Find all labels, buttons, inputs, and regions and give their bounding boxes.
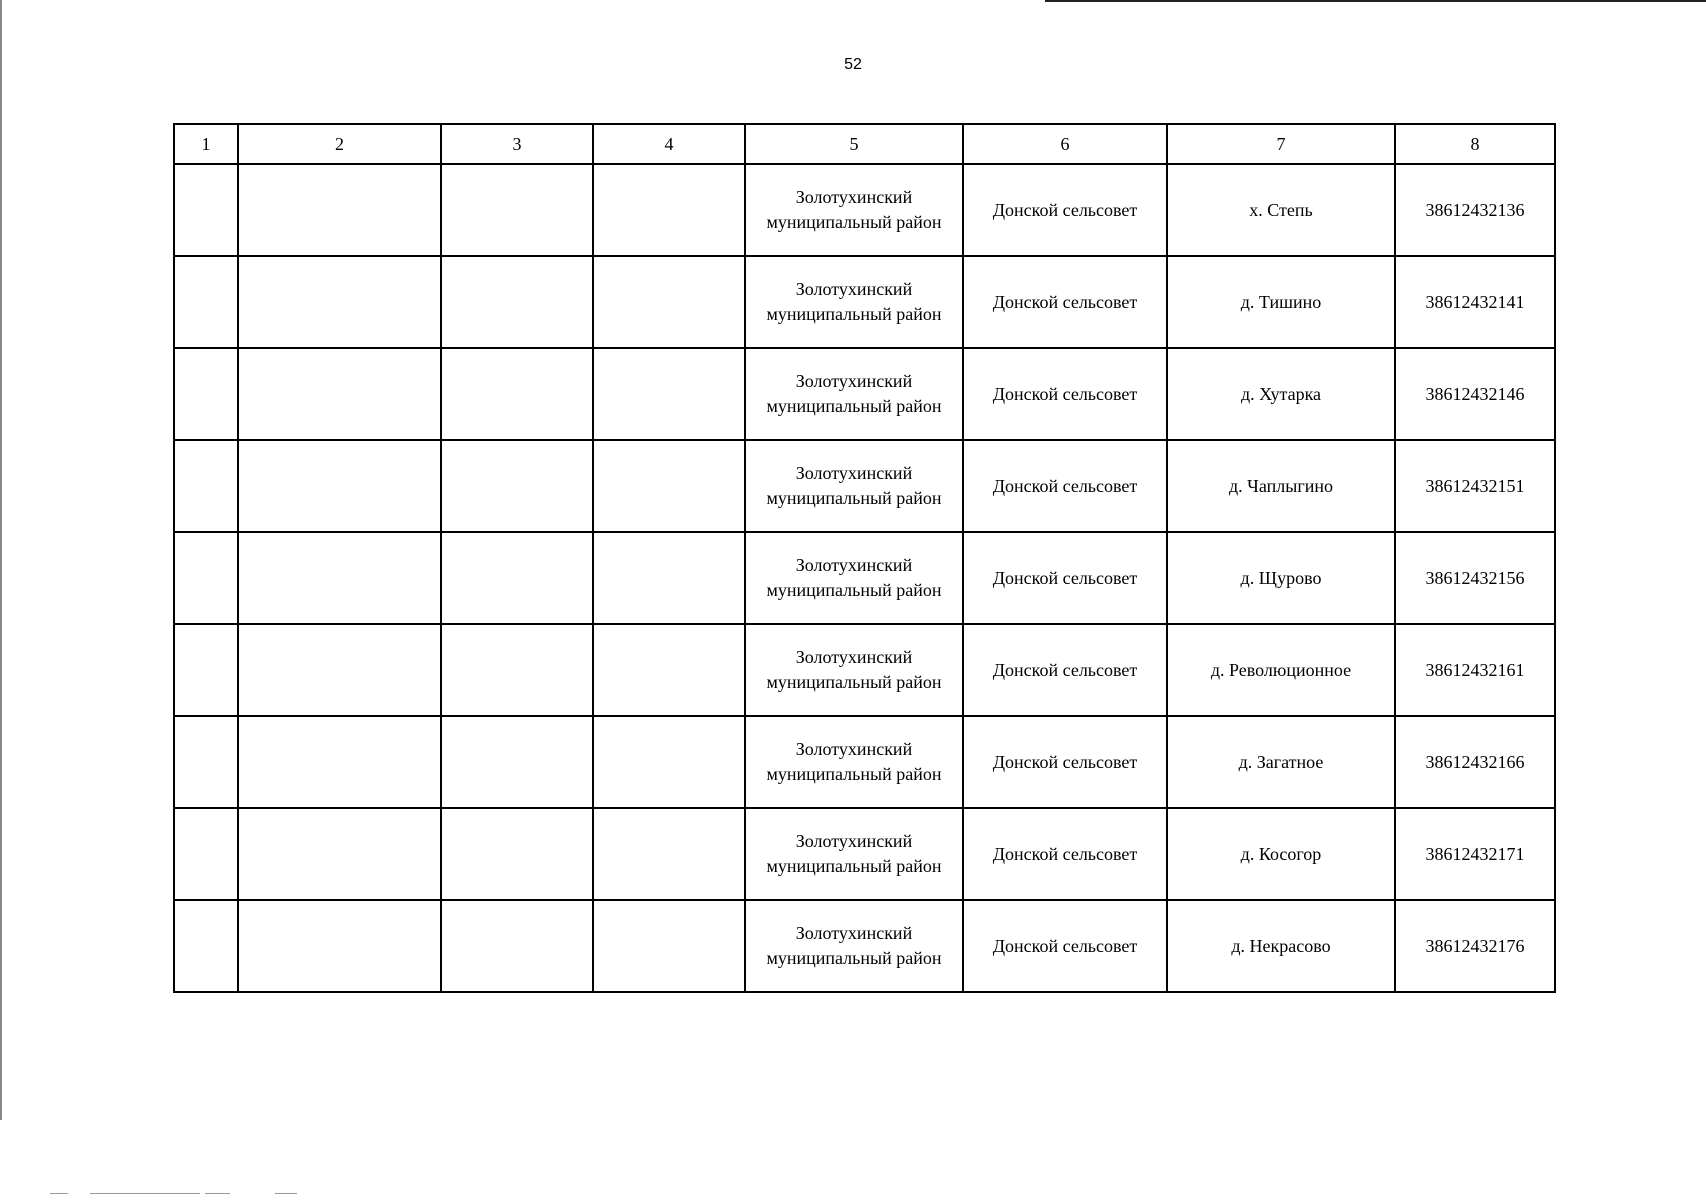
cell-settlement: Донской сельсовет — [963, 532, 1167, 624]
cell-oktmo-code: 38612432156 — [1395, 532, 1555, 624]
cell-locality: д. Революционное — [1167, 624, 1395, 716]
scan-edge-top — [1045, 0, 1706, 2]
table-row — [174, 164, 1555, 256]
cell-col2 — [238, 532, 441, 624]
cell-col2 — [238, 164, 441, 256]
cell-settlement: Донской сельсовет — [963, 624, 1167, 716]
column-header: 4 — [593, 124, 745, 164]
column-header: 2 — [238, 124, 441, 164]
cell-locality: д. Тишино — [1167, 256, 1395, 348]
cell-col3 — [441, 716, 593, 808]
table-row — [174, 716, 1555, 808]
cell-col2 — [238, 440, 441, 532]
cell-col4 — [593, 532, 745, 624]
cell-locality: д. Хутарка — [1167, 348, 1395, 440]
cell-col1 — [174, 348, 238, 440]
table-row — [174, 440, 1555, 532]
column-header: 6 — [963, 124, 1167, 164]
cell-col4 — [593, 164, 745, 256]
cell-col3 — [441, 900, 593, 992]
column-header: 3 — [441, 124, 593, 164]
cell-col1 — [174, 808, 238, 900]
column-header: 1 — [174, 124, 238, 164]
cell-settlement: Донской сельсовет — [963, 256, 1167, 348]
cell-col2 — [238, 624, 441, 716]
cell-col3 — [441, 532, 593, 624]
cell-locality: х. Степь — [1167, 164, 1395, 256]
cell-col2 — [238, 808, 441, 900]
cell-oktmo-code: 38612432171 — [1395, 808, 1555, 900]
cell-col3 — [441, 808, 593, 900]
cell-municipal-district: Золотухинский муниципальный район — [745, 900, 963, 992]
cell-col1 — [174, 900, 238, 992]
cell-col3 — [441, 348, 593, 440]
cell-oktmo-code: 38612432166 — [1395, 716, 1555, 808]
table-row — [174, 624, 1555, 716]
scan-artifacts-bottom — [50, 1193, 750, 1196]
cell-col4 — [593, 716, 745, 808]
column-header: 8 — [1395, 124, 1555, 164]
cell-municipal-district: Золотухинский муниципальный район — [745, 716, 963, 808]
cell-col1 — [174, 624, 238, 716]
cell-col2 — [238, 716, 441, 808]
cell-col3 — [441, 164, 593, 256]
page-number: 52 — [844, 56, 862, 73]
table-row — [174, 532, 1555, 624]
cell-locality: д. Щурово — [1167, 532, 1395, 624]
cell-col4 — [593, 808, 745, 900]
cell-municipal-district: Золотухинский муниципальный район — [745, 624, 963, 716]
cell-municipal-district: Золотухинский муниципальный район — [745, 164, 963, 256]
cell-settlement: Донской сельсовет — [963, 900, 1167, 992]
cell-municipal-district: Золотухинский муниципальный район — [745, 440, 963, 532]
cell-col3 — [441, 440, 593, 532]
cell-col4 — [593, 256, 745, 348]
cell-municipal-district: Золотухинский муниципальный район — [745, 256, 963, 348]
cell-locality: д. Косогор — [1167, 808, 1395, 900]
cell-oktmo-code: 38612432141 — [1395, 256, 1555, 348]
cell-settlement: Донской сельсовет — [963, 808, 1167, 900]
cell-settlement: Донской сельсовет — [963, 440, 1167, 532]
cell-municipal-district: Золотухинский муниципальный район — [745, 532, 963, 624]
cell-oktmo-code: 38612432176 — [1395, 900, 1555, 992]
cell-settlement: Донской сельсовет — [963, 348, 1167, 440]
scan-edge-left — [0, 0, 2, 1120]
table-row — [174, 256, 1555, 348]
cell-col4 — [593, 624, 745, 716]
column-header: 5 — [745, 124, 963, 164]
cell-col1 — [174, 716, 238, 808]
cell-oktmo-code: 38612432151 — [1395, 440, 1555, 532]
column-header: 7 — [1167, 124, 1395, 164]
cell-oktmo-code: 38612432161 — [1395, 624, 1555, 716]
cell-col3 — [441, 256, 593, 348]
table-row — [174, 808, 1555, 900]
cell-settlement: Донской сельсовет — [963, 716, 1167, 808]
registry-table — [173, 123, 1556, 993]
cell-col2 — [238, 900, 441, 992]
table-row — [174, 900, 1555, 992]
cell-locality: д. Загатное — [1167, 716, 1395, 808]
cell-col4 — [593, 900, 745, 992]
cell-col2 — [238, 256, 441, 348]
cell-col2 — [238, 348, 441, 440]
cell-col4 — [593, 440, 745, 532]
cell-locality: д. Некрасово — [1167, 900, 1395, 992]
cell-settlement: Донской сельсовет — [963, 164, 1167, 256]
cell-col1 — [174, 164, 238, 256]
cell-col1 — [174, 532, 238, 624]
cell-municipal-district: Золотухинский муниципальный район — [745, 348, 963, 440]
table-header-row — [174, 124, 1555, 164]
cell-col1 — [174, 256, 238, 348]
cell-col3 — [441, 624, 593, 716]
cell-col1 — [174, 440, 238, 532]
table-row — [174, 348, 1555, 440]
cell-oktmo-code: 38612432136 — [1395, 164, 1555, 256]
cell-municipal-district: Золотухинский муниципальный район — [745, 808, 963, 900]
cell-col4 — [593, 348, 745, 440]
cell-locality: д. Чаплыгино — [1167, 440, 1395, 532]
table-body — [174, 164, 1555, 992]
cell-oktmo-code: 38612432146 — [1395, 348, 1555, 440]
